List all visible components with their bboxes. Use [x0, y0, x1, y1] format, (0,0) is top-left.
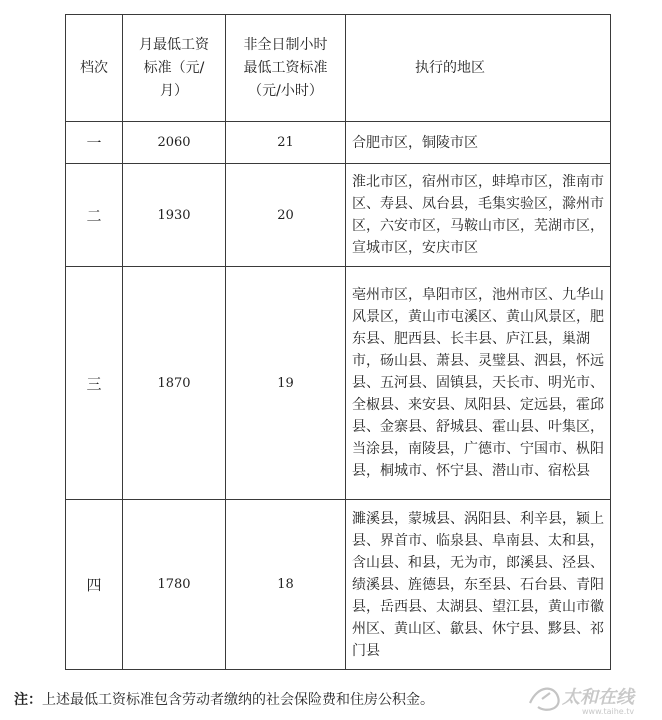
col-head-tier: 档次: [66, 15, 123, 122]
region-cell: 亳州市区，阜阳市区，池州市区、九华山风景区，黄山市屯溪区、黄山风景区，肥东县、肥西县、长丰县、庐江县，巢湖市，砀山县、萧县、灵璧县、泗县，怀远县、五河县、固镇县，天长市、明光市、全椒县、来安县、凤阳县、定远县，霍邱县、金寨县、舒城县、霍山县、叶集区，当涂县，南陵县，广德市、宁国市、枞阳县，桐城市、怀宁县、潜山市、宿松县: [346, 267, 611, 500]
col-head-monthly: [123, 15, 226, 122]
tier-cell: 二: [66, 164, 123, 267]
tier-cell: 四: [66, 500, 123, 670]
minimum-wage-table: [65, 14, 611, 670]
monthly-wage-cell: 1870: [123, 267, 226, 500]
col-head-monthly-line1: 月最低工资: [139, 36, 209, 53]
col-head-hourly-line2: 最低工资标准: [243, 59, 328, 76]
col-head-hourly-line3: （元/小时）: [248, 82, 323, 99]
footnote-text: 上述最低工资标准包含劳动者缴纳的社会保险费和住房公积金。: [42, 692, 434, 708]
col-head-hourly-line1: 非全日制小时: [243, 36, 328, 53]
monthly-wage-cell: 1780: [123, 500, 226, 670]
col-head-monthly-line3: 月）: [160, 82, 188, 99]
col-head-region: 执行的地区: [346, 15, 611, 122]
watermark-url: www.taihe.tv: [582, 707, 635, 716]
table-header-row: [66, 15, 611, 122]
hourly-wage-cell: 18: [226, 500, 346, 670]
monthly-wage-cell: 1930: [123, 164, 226, 267]
watermark-text: 太和在线: [562, 687, 634, 708]
site-watermark-logo: [524, 679, 654, 717]
region-cell: 淮北市区，宿州市区，蚌埠市区，淮南市区、寿县、凤台县，毛集实验区，滁州市区，六安市区，马鞍山市区，芜湖市区，宣城市区，安庆市区: [346, 164, 611, 267]
hourly-wage-cell: 20: [226, 164, 346, 267]
col-head-hourly: [226, 15, 346, 122]
wage-table-container: [65, 14, 610, 670]
hourly-wage-cell: 21: [226, 122, 346, 164]
table-row-tier-4: [66, 500, 611, 670]
footnote: [14, 689, 434, 709]
tier-cell: 三: [66, 267, 123, 500]
hourly-wage-cell: 19: [226, 267, 346, 500]
monthly-wage-cell: 2060: [123, 122, 226, 164]
table-row-tier-1: [66, 122, 611, 164]
table-row-tier-3: [66, 267, 611, 500]
footnote-label: 注：: [14, 692, 42, 708]
region-cell: 合肥市区，铜陵市区: [346, 122, 611, 164]
tier-cell: 一: [66, 122, 123, 164]
region-cell: 濉溪县，蒙城县、涡阳县、利辛县，颍上县、界首市、临泉县、阜南县、太和县，含山县、和县，无为市，郎溪县、泾县、绩溪县、旌德县，东至县、石台县、青阳县，岳西县、太湖县、望江县，黄山市徽州区、黄山区、歙县、休宁县、黟县、祁门县: [346, 500, 611, 670]
table-row-tier-2: [66, 164, 611, 267]
col-head-monthly-line2: 标准（元/: [143, 59, 205, 76]
